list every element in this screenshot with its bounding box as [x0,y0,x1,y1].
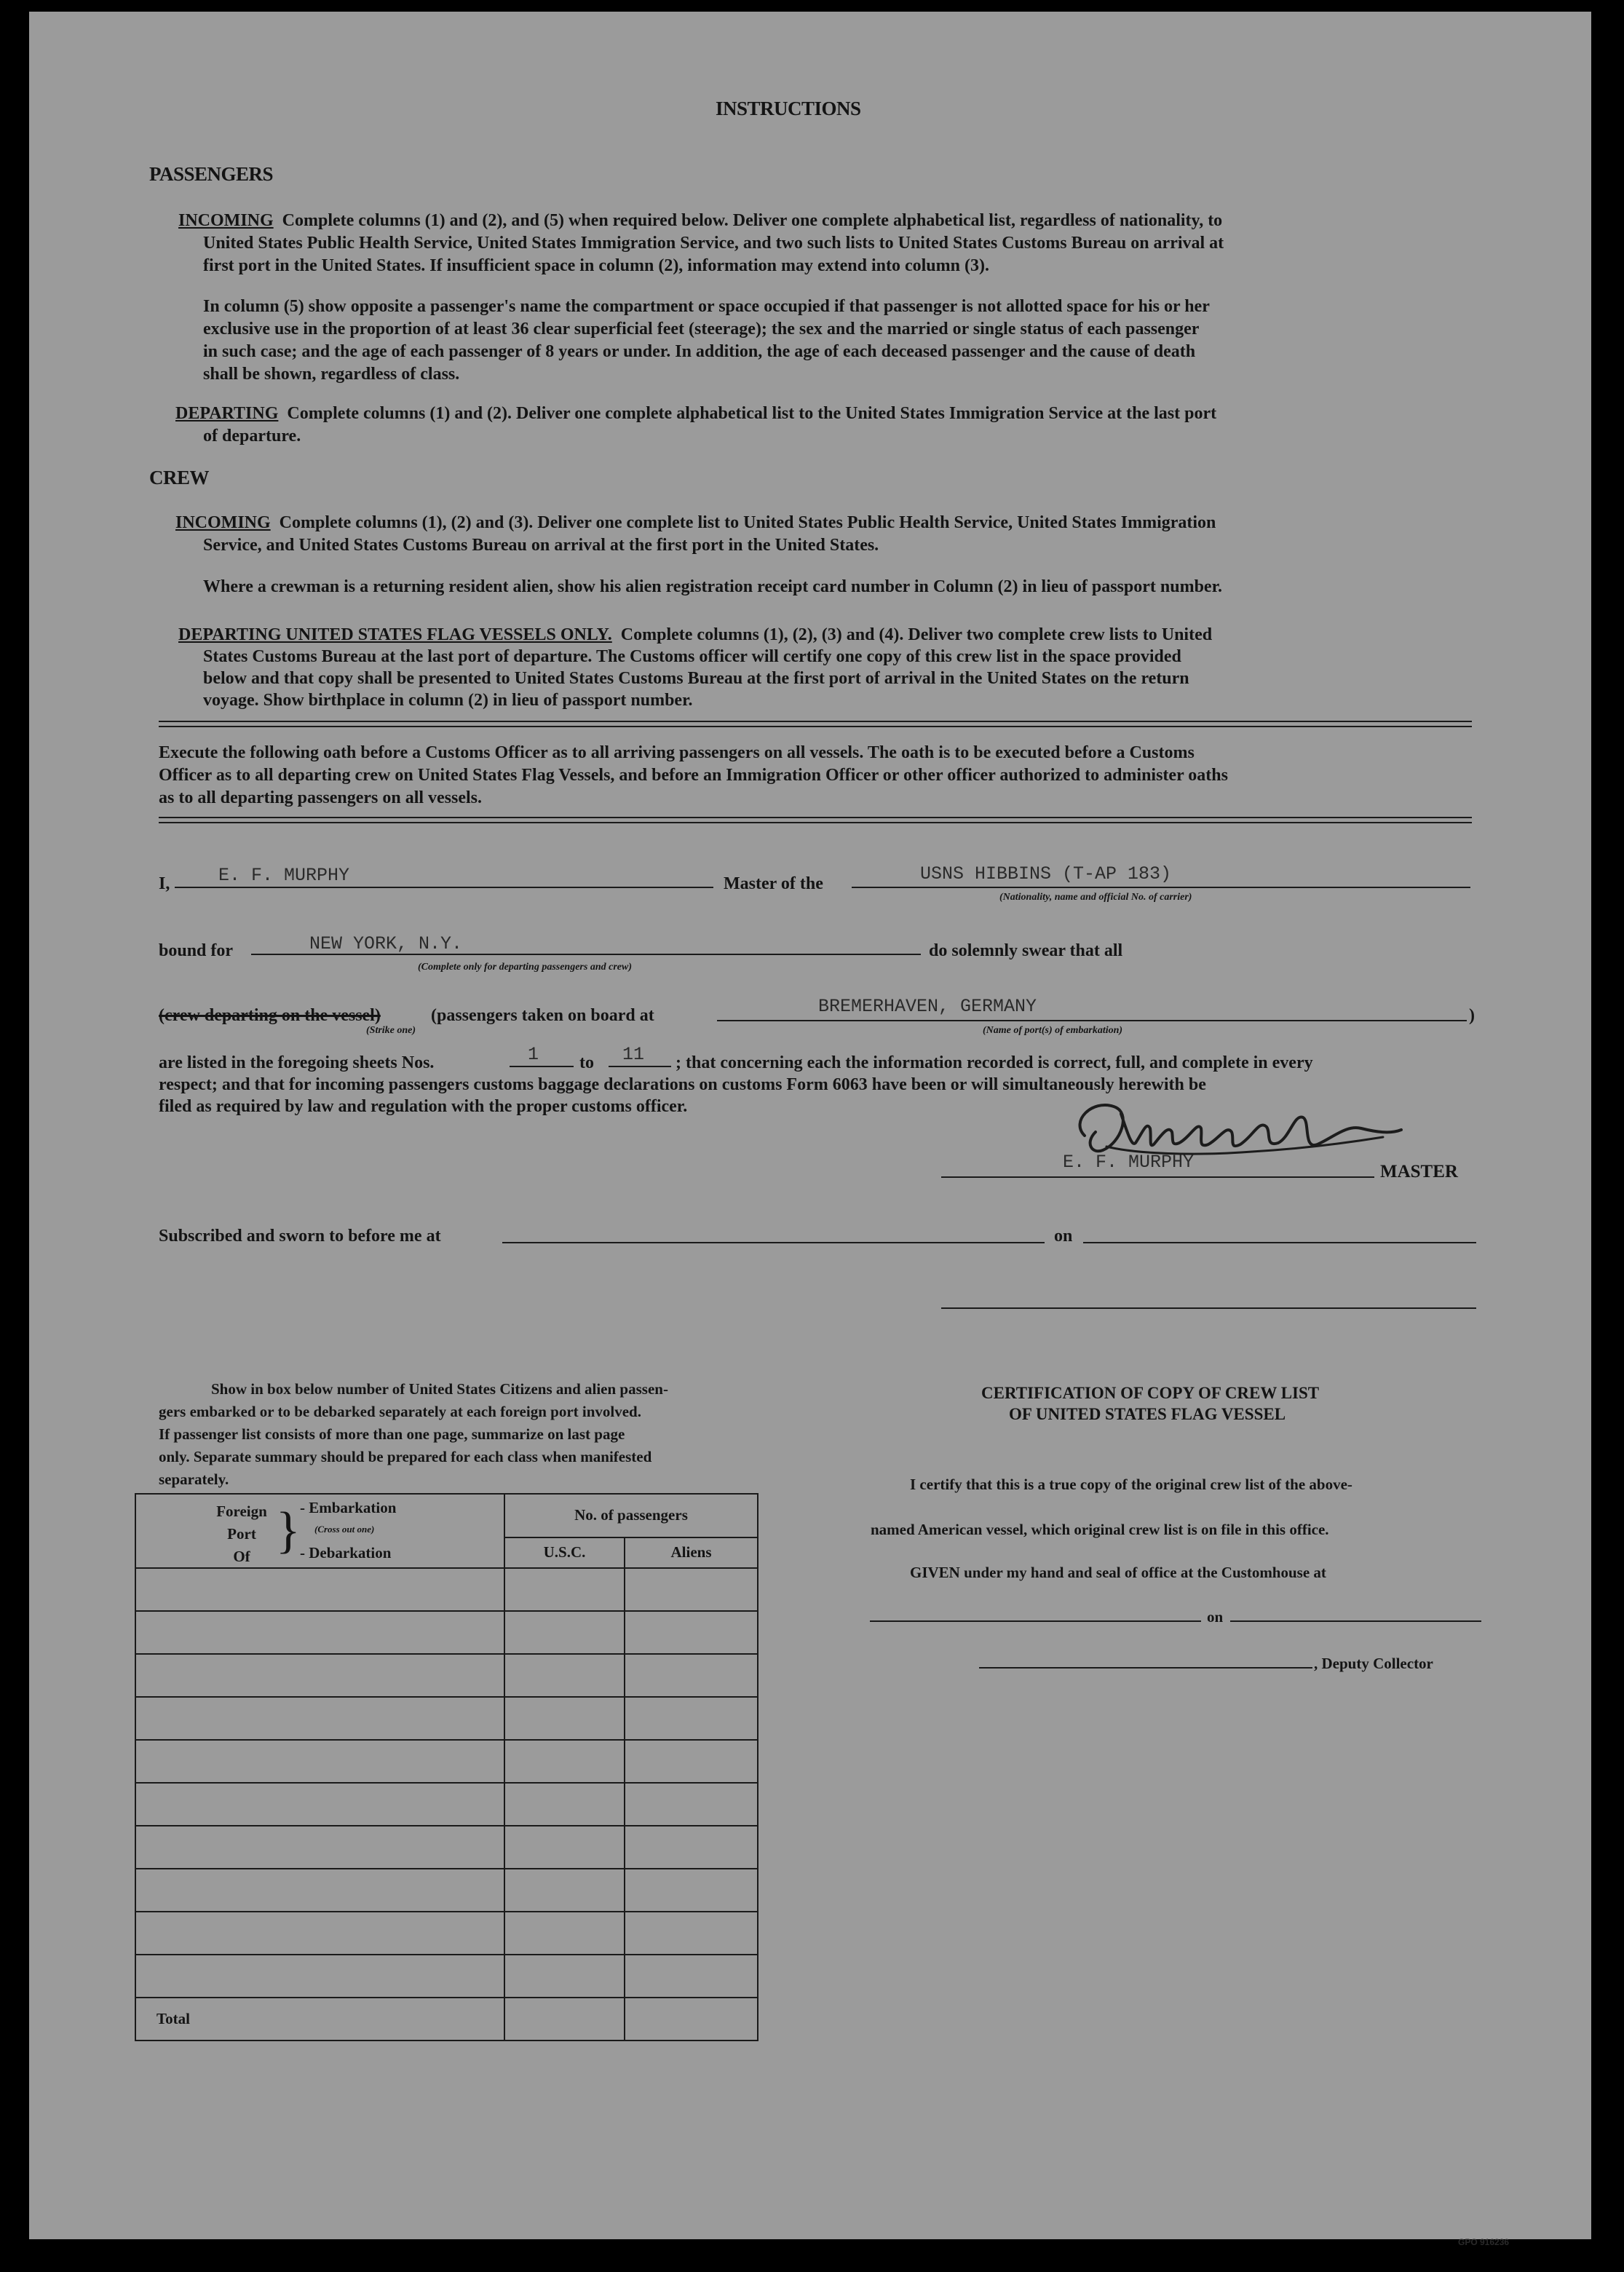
usc-cell[interactable] [504,1611,625,1654]
signature-line [941,1176,1374,1178]
passengers-incoming-label: INCOMING [178,211,274,230]
col5-line-4: shall be shown, regardless of class. [203,365,460,384]
port-cell[interactable] [135,1869,504,1912]
subscribed-place-line [502,1242,1045,1243]
customhouse-line [870,1620,1201,1622]
listed-label: are listed in the foregoing sheets Nos. [159,1053,435,1072]
crew-incoming-line-2: Service, and United States Customs Bureau on arrival at the first port in the United States. [203,536,879,555]
port-cell[interactable] [135,1826,504,1869]
aliens-cell[interactable] [625,1697,758,1740]
crew-incoming-text-1: Complete columns (1), (2) and (3). Deliver one complete list to United States Public Health Service, United States Immigration [279,513,1216,532]
oath-intro-line-3: as to all departing passengers on all vessels. [159,788,483,807]
col5-line-1: In column (5) show opposite a passenger's name the compartment or space occupied if that passenger is not allotted space for his or her [203,297,1210,316]
aliens-cell[interactable] [625,1912,758,1955]
summary-instructions-4: only. Separate summary should be prepared for each class when manifested [159,1448,652,1465]
sheet-from-field[interactable]: 1 [528,1044,539,1065]
port-cell[interactable] [135,1783,504,1826]
sheet-from-line [510,1066,574,1067]
port-cell[interactable] [135,1654,504,1697]
usc-cell[interactable] [504,1697,625,1740]
port-label: Port [227,1525,256,1543]
passengers-incoming-line-3: first port in the United States. If insufficient space in column (2), information may extend into column (3). [203,256,989,275]
crew-resident-text: Where a crewman is a returning resident alien, show his alien registration receipt card number in Column (2) in lieu of passport number. [203,577,1223,596]
oath-intro-line-2: Officer as to all departing crew on United States Flag Vessels, and before an Immigration Officer or other officer authorized to administer oaths [159,766,1228,785]
port-cell[interactable] [135,1611,504,1654]
usc-cell[interactable] [504,1654,625,1697]
divider [159,817,1472,823]
subscribed-on-label: on [1054,1227,1073,1246]
crew-departing-line-1 [178,624,1212,646]
port-cell[interactable] [135,1568,504,1611]
table-row [135,1955,758,1998]
crew-departing-text-1: Complete columns (1), (2), (3) and (4). Deliver two complete crew lists to United [620,625,1213,644]
aliens-cell[interactable] [625,1955,758,1998]
summary-instructions-5: separately. [159,1471,229,1488]
table-row [135,1611,758,1654]
vessel-line [852,887,1470,888]
usc-cell[interactable] [504,1912,625,1955]
crew-departing-line-4: voyage. Show birthplace in column (2) in lieu of passport number. [203,691,693,710]
table-row [135,1568,758,1611]
embarkation-label: - Embarkation [300,1499,397,1516]
passengers-heading: PASSENGERS [149,163,274,185]
subscribed-date-line [1083,1242,1476,1243]
passenger-summary-table [135,1493,758,2041]
crew-incoming-label: INCOMING [175,513,271,532]
subscribed-label: Subscribed and sworn to before me at [159,1227,441,1246]
divider [159,721,1472,727]
signature-typed-name: E. F. MURPHY [1063,1152,1195,1173]
certification-given-text: GIVEN under my hand and seal of office at the Customhouse at [910,1564,1326,1581]
sheet-to-line [609,1066,671,1067]
port-caption: (Name of port(s) of embarkation) [983,1025,1123,1036]
aliens-cell[interactable] [625,1611,758,1654]
listed-text-1: ; that concerning each the information recorded is correct, full, and complete in every [676,1053,1313,1072]
master-of-label: Master of the [724,874,823,893]
bound-for-label: bound for [159,941,234,960]
table-row [135,1654,758,1697]
certification-text-2: named American vessel, which original crew list is on file in this office. [871,1521,1329,1538]
total-label: Total [135,1998,504,2041]
struck-crew-option: (crew departing on the vessel) [159,1006,381,1025]
port-cell[interactable] [135,1697,504,1740]
listed-text-3: filed as required by law and regulation with the proper customs officer. [159,1097,688,1116]
usc-cell[interactable] [504,1955,625,1998]
oath-intro-line-1: Execute the following oath before a Customs Officer as to all arriving passengers on all vessels. The oath is to be executed before a Customs [159,743,1195,762]
brace: } [276,1503,301,1559]
passengers-incoming-text-1: Complete columns (1) and (2), and (5) when required below. Deliver one complete alphabetical list, regardless of nationality, to [282,211,1223,230]
table-header-row [135,1494,758,1537]
usc-cell[interactable] [504,1783,625,1826]
certification-on-label: on [1207,1608,1224,1626]
instructions-title: INSTRUCTIONS [716,98,861,119]
gpo-code: GPO 916236 [1458,2237,1510,2247]
embarkation-port-field[interactable]: BREMERHAVEN, GERMANY [818,996,1037,1017]
total-usc-cell[interactable] [504,1998,625,2041]
listed-text-2: respect; and that for incoming passengers customs baggage declarations on customs Form 6063 have been or will simultaneously herewith be [159,1075,1206,1094]
passengers-taken-label: (passengers taken on board at [431,1006,654,1025]
table-row [135,1869,758,1912]
passengers-departing-label: DEPARTING [175,404,279,423]
summary-instructions-2: gers embarked or to be debarked separately at each foreign port involved. [159,1403,641,1420]
aliens-header: Aliens [625,1537,758,1568]
sheet-to-field[interactable]: 11 [622,1044,645,1065]
to-label: to [579,1053,594,1072]
aliens-cell[interactable] [625,1740,758,1783]
cross-out-caption: (Cross out one) [314,1524,375,1535]
master-name-line [175,887,713,888]
table-row [135,1697,758,1740]
usc-cell[interactable] [504,1826,625,1869]
table-row [135,1740,758,1783]
table-row [135,1912,758,1955]
master-label: MASTER [1380,1162,1458,1181]
port-cell[interactable] [135,1955,504,1998]
passengers-incoming-line-2: United States Public Health Service, United States Immigration Service, and two such lists to United States Customs Bureau on arrival at [203,234,1224,253]
destination-line [251,954,921,955]
destination-caption: (Complete only for departing passengers and crew) [418,962,632,973]
debarkation-label: - Debarkation [300,1544,392,1561]
oath-i-label: I, [159,874,170,893]
certification-date-line [1230,1620,1481,1622]
of-label: Of [233,1548,250,1565]
vessel-field[interactable]: USNS HIBBINS (T-AP 183) [920,863,1172,884]
table-row [135,1826,758,1869]
col5-line-3: in such case; and the age of each passenger of 8 years or under. In addition, the age of each deceased passenger and the cause of death [203,342,1196,361]
passengers-departing-line-1 [175,403,1216,425]
crew-departing-line-3: below and that copy shall be presented to United States Customs Bureau at the first port of arrival in the United States on the return [203,669,1189,688]
usc-cell[interactable] [504,1740,625,1783]
passengers-incoming-line-1 [178,210,1222,232]
crew-incoming-line-1 [175,512,1216,534]
passengers-departing-line-2: of departure. [203,427,301,446]
usc-cell[interactable] [504,1869,625,1912]
destination-field[interactable]: NEW YORK, N.Y. [309,933,463,954]
crew-heading: CREW [149,467,210,488]
aliens-cell[interactable] [625,1654,758,1697]
foreign-port-of-label [209,1500,274,1568]
no-of-passengers-header: No. of passengers [504,1494,758,1537]
deputy-collector-label: , Deputy Collector [1314,1655,1433,1672]
foreign-label: Foreign [216,1503,267,1520]
summary-instructions-1: Show in box below number of United States Citizens and alien passen- [211,1380,668,1398]
usc-header: U.S.C. [504,1537,625,1568]
table-row [135,1783,758,1826]
aliens-cell[interactable] [625,1568,758,1611]
port-cell[interactable] [135,1912,504,1955]
close-paren: ) [1469,1006,1475,1025]
summary-instructions-3: If passenger list consists of more than one page, summarize on last page [159,1425,625,1443]
port-cell[interactable] [135,1740,504,1783]
certification-text-1: I certify that this is a true copy of the original crew list of the above- [910,1476,1352,1493]
embarkation-line [717,1020,1467,1021]
table-total-row [135,1998,758,2041]
deputy-collector-line [979,1667,1312,1669]
certification-title-2: OF UNITED STATES FLAG VESSEL [1009,1405,1286,1423]
crew-departing-line-2: States Customs Bureau at the last port of departure. The Customs officer will certify one copy of this crew list in the space provided [203,647,1181,666]
foreign-port-header [135,1494,504,1568]
aliens-cell[interactable] [625,1826,758,1869]
usc-cell[interactable] [504,1568,625,1611]
aliens-cell[interactable] [625,1783,758,1826]
strike-caption: (Strike one) [366,1025,416,1036]
crew-departing-label: DEPARTING UNITED STATES FLAG VESSELS ONLY. [178,625,612,644]
vessel-caption: (Nationality, name and official No. of carrier) [999,892,1192,903]
officer-line [941,1307,1476,1309]
swear-label: do solemnly swear that all [929,941,1123,960]
aliens-cell[interactable] [625,1869,758,1912]
total-aliens-cell[interactable] [625,1998,758,2041]
passengers-departing-text-1: Complete columns (1) and (2). Deliver one complete alphabetical list to the United States Immigration Service at the last port [287,404,1217,423]
master-name-field[interactable]: E. F. MURPHY [218,865,350,886]
col5-line-2: exclusive use in the proportion of at least 36 clear superficial feet (steerage); the sex and the married or single status of each passenger [203,320,1200,339]
certification-title-1: CERTIFICATION OF COPY OF CREW LIST [981,1384,1320,1402]
